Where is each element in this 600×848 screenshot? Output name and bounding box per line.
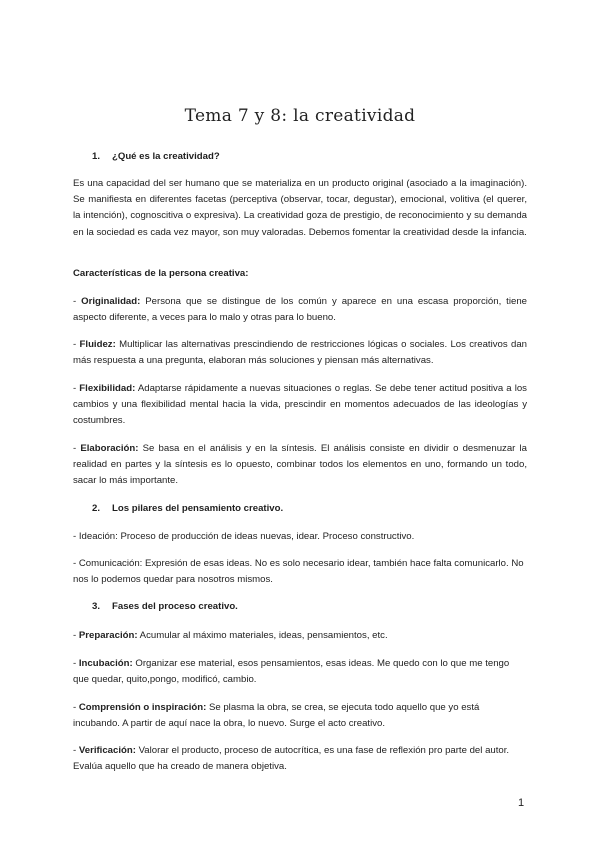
dash: - xyxy=(73,383,80,394)
definition: Acumular al máximo materiales, ideas, pensamientos, etc. xyxy=(137,630,388,641)
dash: - xyxy=(73,296,82,307)
section-title: Los pilares del pensamiento creativo. xyxy=(112,503,284,514)
section-heading-1 xyxy=(92,151,220,162)
document-title: Tema 7 y 8: la creatividad xyxy=(184,106,416,126)
phase-item xyxy=(73,628,527,644)
phase-item xyxy=(73,656,527,688)
definition: Persona que se distingue de los común y aparece en una escasa proporción, tiene aspecto diferente, a veces para lo malo y otras para lo bueno. xyxy=(73,296,527,324)
characteristic-item xyxy=(73,337,527,369)
term: Comprensión o inspiración: xyxy=(78,702,207,713)
section-title: Fases del proceso creativo. xyxy=(112,601,238,612)
pillar-item: - Ideación: Proceso de producción de ideas nuevas, idear. Proceso constructivo. xyxy=(73,531,415,542)
term: Incubación: xyxy=(78,658,133,669)
dash: - xyxy=(73,702,79,713)
section-heading-3 xyxy=(92,601,238,612)
term: Flexibilidad: xyxy=(79,383,136,394)
pillar-item: - Comunicación: Expresión de esas ideas. No es solo necesario idear, también hace falta comunicarlo. No nos lo podemos quedar para nosotros mismos. xyxy=(73,558,524,586)
definition: Se basa en el análisis y en la síntesis. El análisis consiste en dividir o desmenuzar la realidad en partes y la síntesis es lo opuesto, combinar todos los elementos en uno, formando un todo, sacar lo más importante. xyxy=(73,443,527,487)
term: Verificación: xyxy=(78,745,136,756)
phase-item xyxy=(73,743,527,775)
intro-paragraph: Es una capacidad del ser humano que se materializa en un producto original (asociado a la imaginación). Se manifiesta en diferentes facetas (perceptiva (observar, tocar, degustar), emocional, volitiva (el querer, la intención), cognoscitiva o expresiva). La creatividad goza de prestigio, de reconocimiento y su demanda en la sociedad es cada vez mayor, son muy valoradas. Debemos fomentar la creatividad desde la infancia. xyxy=(73,178,527,238)
definition: Se plasma la obra, se crea, se ejecuta todo aquello que yo está incubando. A partir de aquí nace la obra, lo nuevo. Surge el acto creativo. xyxy=(73,702,480,730)
characteristic-item xyxy=(73,381,527,430)
dash: - xyxy=(73,630,79,641)
definition: Organizar ese material, esos pensamientos, esas ideas. Me quedo con lo que me tengo que quedar, quito,pongo, modificó, cambio. xyxy=(73,658,510,686)
definition: Valorar el producto, proceso de autocrítica, es una fase de reflexión pro parte del autor. Evalúa aquello que ha creado de manera objetiva. xyxy=(73,745,510,773)
phase-item xyxy=(73,700,527,732)
section-number: 2. xyxy=(92,503,101,514)
characteristics-heading: Características de la persona creativa: xyxy=(73,268,249,279)
section-number: 3. xyxy=(92,601,101,612)
section-heading-2 xyxy=(92,503,283,514)
characteristic-item xyxy=(73,294,527,326)
section-title: ¿Qué es la creatividad? xyxy=(112,151,220,162)
characteristic-item xyxy=(73,441,527,490)
dash: - xyxy=(73,443,81,454)
dash: - xyxy=(73,339,80,350)
dash: - xyxy=(73,745,79,756)
term: Elaboración: xyxy=(80,443,139,454)
dash: - xyxy=(73,658,79,669)
term: Fluidez: xyxy=(79,339,116,350)
definition: Adaptarse rápidamente a nuevas situaciones o reglas. Se debe tener actitud positiva a los cambios y una flexibilidad mental hacia la vida, prescindir en momentos adecuados de las ideologías y costumbres. xyxy=(73,383,527,427)
term: Preparación: xyxy=(78,630,138,641)
section-number: 1. xyxy=(92,151,101,162)
definition: Multiplicar las alternativas prescindiendo de restricciones lógicas o sociales. Los creativos dan más respuesta a una pregunta, elaboran más soluciones y piensan más alternativas. xyxy=(73,339,527,367)
page-number: 1 xyxy=(518,797,525,809)
term: Originalidad: xyxy=(81,296,141,307)
